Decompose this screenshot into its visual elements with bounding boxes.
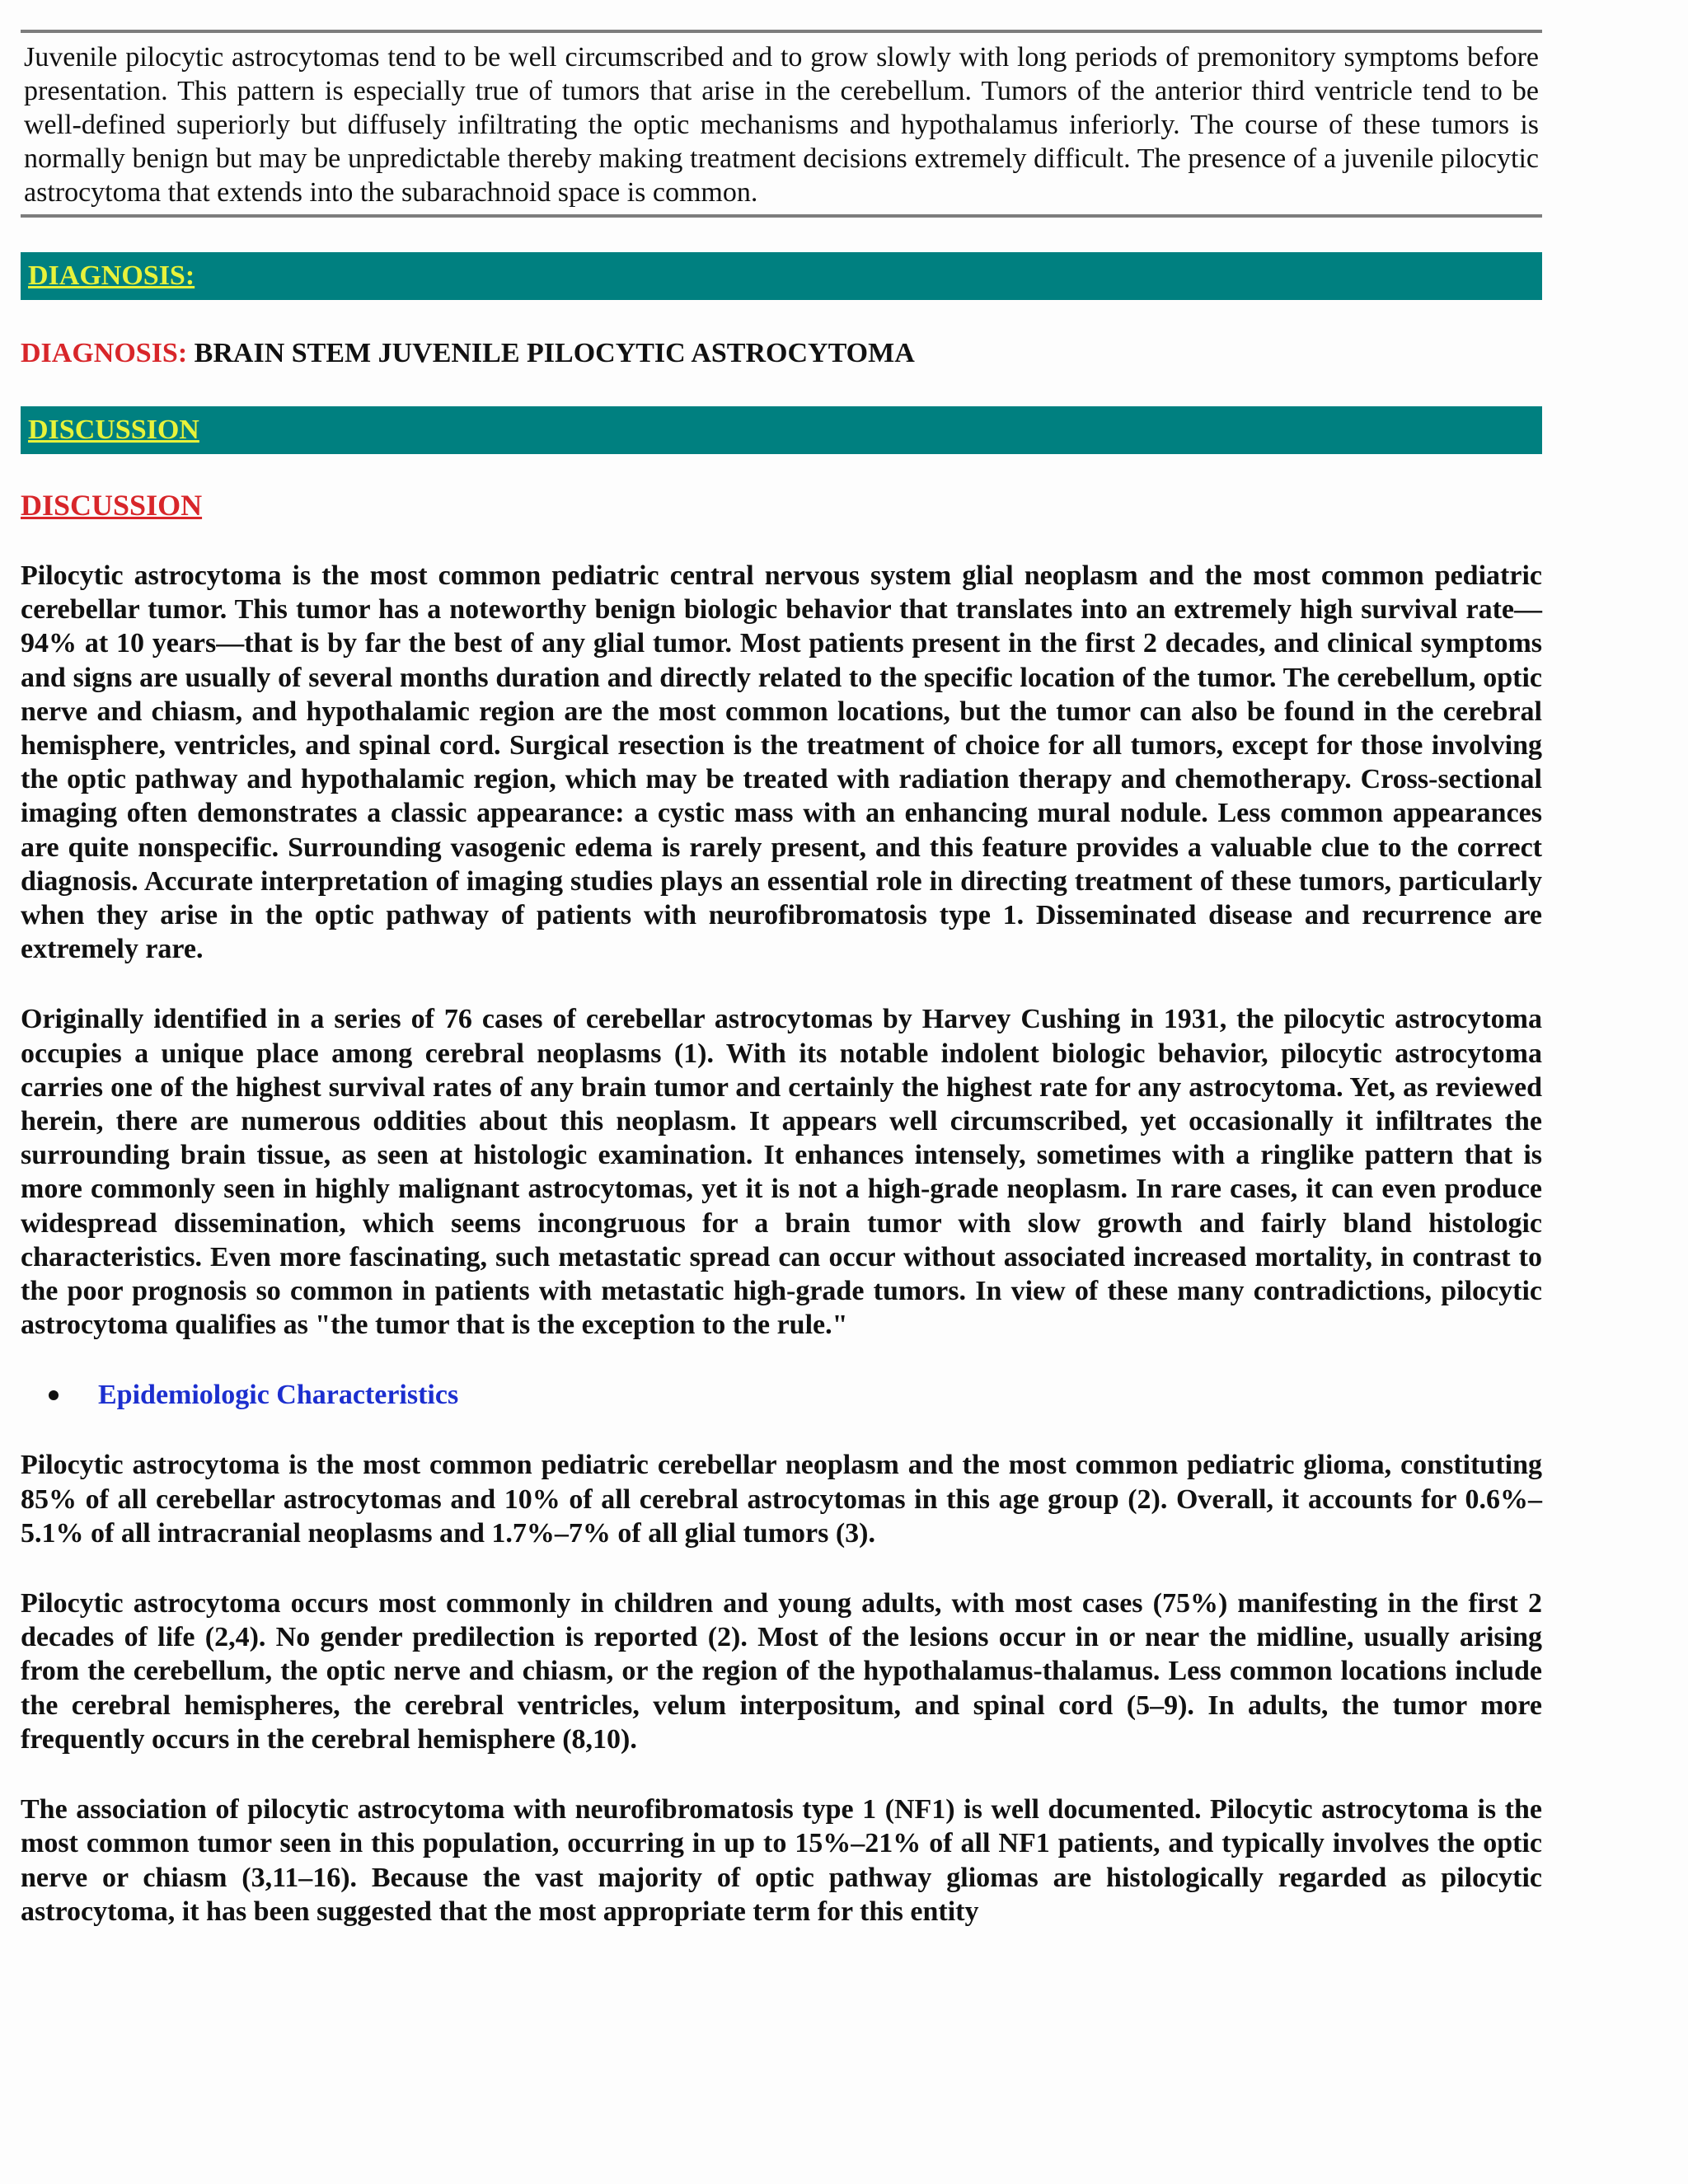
diagnosis-bar bbox=[21, 252, 1542, 300]
discussion-bar-link[interactable]: DISCUSSION bbox=[28, 415, 199, 445]
bullet-label: Epidemiologic Characteristics bbox=[98, 1380, 459, 1411]
discussion-heading: DISCUSSION bbox=[21, 489, 203, 522]
intro-box bbox=[21, 30, 1542, 218]
diagnosis-value: BRAIN STEM JUVENILE PILOCYTIC ASTROCYTOMA bbox=[194, 338, 915, 368]
diagnosis-bar-link[interactable]: DIAGNOSIS: bbox=[28, 260, 195, 291]
epidemiology-paragraph-2: Pilocytic astrocytoma occurs most commonly in children and young adults, with most cases (75%) manifesting in the first 2 decades of life (2,4). No gender predilection is reported (2). Most of the lesions occur in or near the midline, usually arising from the cerebellum, the optic nerve and chiasm, or the region of the hypothalamus-thalamus. Less common locations include the cerebral hemispheres, the cerebral ventricles, velum interpositum, and spinal cord (5–9). In adults, the tumor more frequently occurs in the cerebral hemisphere (8,10). bbox=[21, 1588, 1542, 1755]
intro-paragraph: Juvenile pilocytic astrocytomas tend to be well circumscribed and to grow slowly with long periods of premonitory symptoms before presentation. This pattern is especially true of tumors that arise in the cerebellum. Tumors of the anterior third ventricle tend to be well-defined superiorly but diffusely infiltrating the optic mechanisms and hypothalamus inferiorly. The course of these tumors is normally benign but may be unpredictable thereby making treatment decisions extremely difficult. The presence of a juvenile pilocytic astrocytoma that extends into the subarachnoid space is common. bbox=[24, 42, 1539, 208]
section-bullet-list bbox=[21, 1378, 1542, 1412]
discussion-paragraph-2: Originally identified in a series of 76 cases of cerebellar astrocytomas by Harvey Cushing in 1931, the pilocytic astrocytoma occupies a unique place among cerebral neoplasms (1). With its notable indolent biologic behavior, pilocytic astrocytoma carries one of the highest survival rates of any brain tumor and certainly the highest rate for any astrocytoma. Yet, as reviewed herein, there are numerous oddities about this neoplasm. It appears well circumscribed, yet occasionally it infiltrates the surrounding brain tissue, as seen at histologic examination. It enhances intensely, sometimes with a ringlike pattern that is more commonly seen in highly malignant astrocytomas, yet it is not a high-grade neoplasm. In rare cases, it can even produce widespread dissemination, which seems incongruous for a brain tumor with slow growth and fairly bland histologic characteristics. Even more fascinating, such metastatic spread can occur without associated increased mortality, in contrast to the poor prognosis so common in patients with metastatic high-grade tumors. In view of these many contradictions, pilocytic astrocytoma qualifies as "the tumor that is the exception to the rule." bbox=[21, 1004, 1542, 1341]
epidemiology-paragraph-1: Pilocytic astrocytoma is the most common pediatric cerebellar neoplasm and the most common pediatric glioma, constituting 85% of all cerebellar astrocytomas and 10% of all cerebral astrocytomas in this age group (2). Overall, it accounts for 0.6%–5.1% of all intracranial neoplasms and 1.7%–7% of all glial tumors (3). bbox=[21, 1450, 1542, 1549]
bullet-dot-icon bbox=[49, 1390, 59, 1400]
diagnosis-line bbox=[21, 336, 1542, 370]
discussion-bar bbox=[21, 406, 1542, 454]
discussion-paragraph-1: Pilocytic astrocytoma is the most common pediatric central nervous system glial neoplasm and the most common pediatric cerebellar tumor. This tumor has a noteworthy benign biologic behavior that translates into an extremely high survival rate—94% at 10 years—that is by far the best of any glial tumor. Most patients present in the first 2 decades, and clinical symptoms and signs are usually of several months duration and directly related to the specific location of the tumor. The cerebellum, optic nerve and chiasm, and hypothalamic region are the most common locations, but the tumor can also be found in the cerebral hemisphere, ventricles, and spinal cord. Surgical resection is the treatment of choice for all tumors, except for those involving the optic pathway and hypothalamic region, which may be treated with radiation therapy and chemotherapy. Cross-sectional imaging often demonstrates a classic appearance: a cystic mass with an enhancing mural nodule. Less common appearances are quite nonspecific. Surrounding vasogenic edema is rarely present, and this feature provides a valuable clue to the correct diagnosis. Accurate interpretation of imaging studies plays an essential role in directing treatment of these tumors, particularly when they arise in the optic pathway of patients with neurofibromatosis type 1. Disseminated disease and recurrence are extremely rare. bbox=[21, 560, 1542, 965]
page-content bbox=[21, 30, 1542, 1965]
epidemiology-paragraph-3: The association of pilocytic astrocytoma with neurofibromatosis type 1 (NF1) is well documented. Pilocytic astrocytoma is the most common tumor seen in this population, occurring in up to 15%–21% of all NF1 patients, and typically involves the optic nerve or chiasm (3,11–16). Because the vast majority of optic pathway gliomas are histologically regarded as pilocytic astrocytoma, it has been suggested that the most appropriate term for this entity bbox=[21, 1794, 1542, 1927]
bullet-epidemiologic-characteristics[interactable] bbox=[21, 1378, 1542, 1412]
diagnosis-label: DIAGNOSIS: bbox=[21, 338, 188, 368]
